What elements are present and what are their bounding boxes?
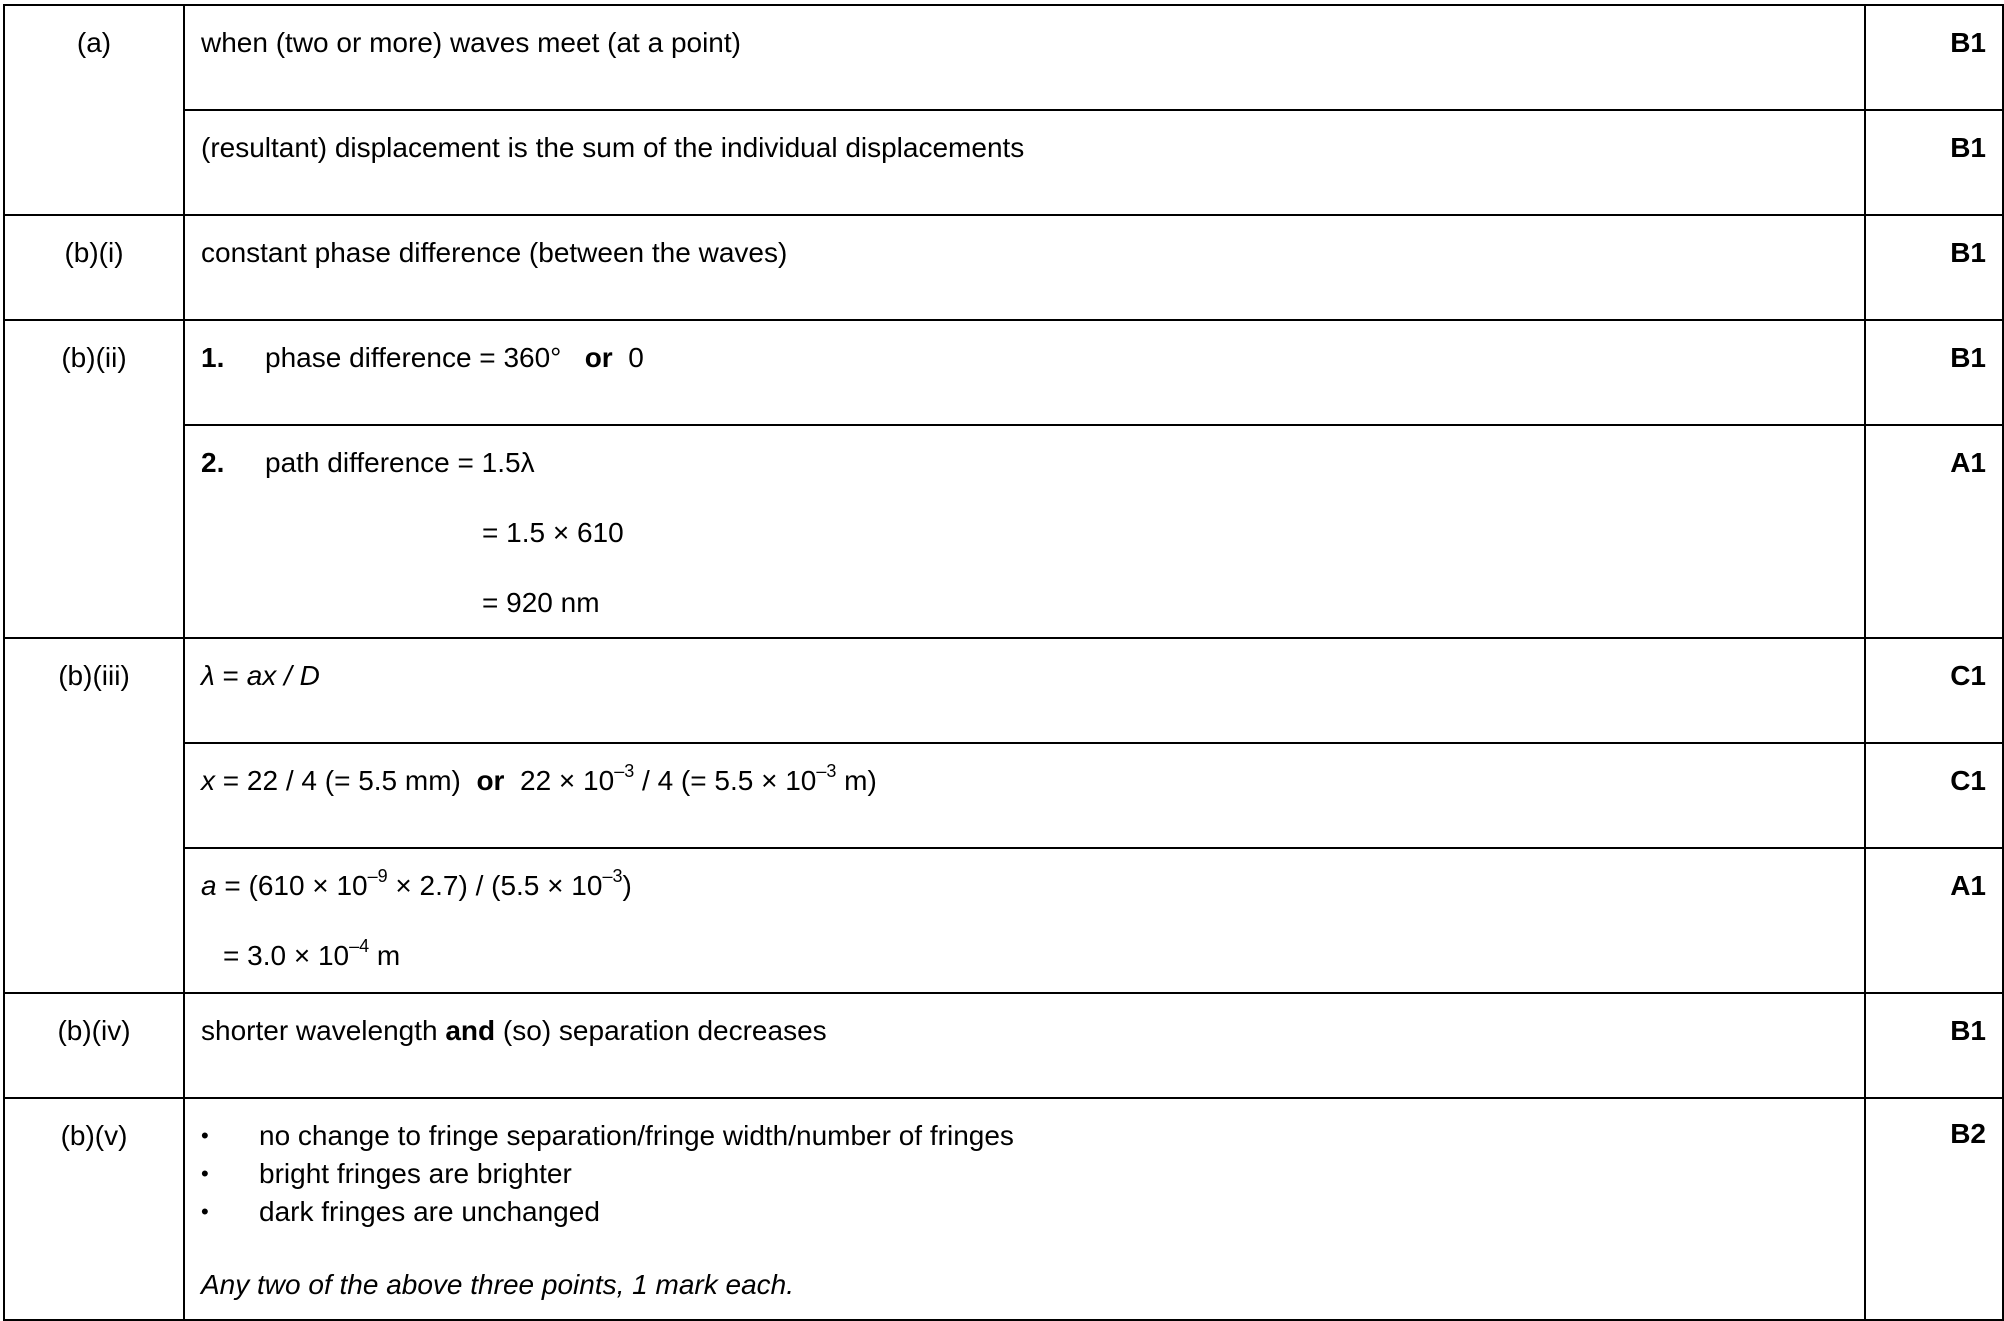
question-label: (b)(iv) (4, 993, 184, 1098)
answer-text-part: = (610 × 10 (216, 870, 368, 901)
bullet-icon: • (201, 1199, 209, 1224)
answer-text (201, 342, 644, 373)
table-row (4, 425, 2003, 638)
table-row (4, 215, 2003, 320)
answer-text-part: m) (836, 765, 877, 796)
answer-cell (184, 743, 1865, 848)
bullet-text: dark fringes are unchanged (259, 1196, 600, 1227)
exponent: –3 (602, 866, 623, 886)
answer-cell (184, 110, 1865, 215)
table-row (4, 5, 2003, 110)
answer-text-part: = 22 / 4 (= 5.5 mm) (215, 765, 461, 796)
formula-expression: ax / D (246, 660, 320, 691)
mark-cell: A1 (1865, 848, 2003, 993)
bullet-icon: • (201, 1123, 209, 1148)
answer-text-part: ) (622, 870, 632, 901)
mark-scheme-table (3, 4, 2004, 1321)
answer-cell (184, 993, 1865, 1098)
question-label: (a) (4, 5, 184, 215)
question-label: (b)(i) (4, 215, 184, 320)
mark-cell: C1 (1865, 743, 2003, 848)
answer-text (201, 761, 877, 796)
marking-note: Any two of the above three points, 1 mark each. (201, 1269, 795, 1300)
variable-x: x (201, 765, 215, 796)
question-label: (b)(ii) (4, 320, 184, 638)
answer-text-part: (so) separation decreases (495, 1015, 827, 1046)
bullet-text: bright fringes are brighter (259, 1158, 572, 1189)
answer-line: = 1.5 × 610 (482, 517, 624, 548)
mark-cell: A1 (1865, 425, 2003, 638)
answer-text (201, 1015, 827, 1046)
answer-cell (184, 1098, 1865, 1320)
answer-line (201, 446, 1864, 479)
answer-text: constant phase difference (between the waves) (201, 237, 788, 268)
answer-text-part: m (369, 940, 401, 971)
answer-line (201, 866, 1864, 902)
table-row (4, 743, 2003, 848)
answer-cell (184, 5, 1865, 110)
answer-text-part: 0 (628, 342, 644, 373)
table-row (4, 1098, 2003, 1320)
mark-cell: B1 (1865, 5, 2003, 110)
answer-text-part: / 4 (= 5.5 × 10 (634, 765, 817, 796)
mark-cell: B1 (1865, 110, 2003, 215)
bullet-item (201, 1193, 1864, 1231)
answer-line (201, 936, 1864, 972)
answer-cell (184, 638, 1865, 743)
mark-cell: B2 (1865, 1098, 2003, 1320)
exponent: –4 (349, 936, 370, 956)
or-keyword: or (476, 765, 505, 796)
mark-cell: B1 (1865, 993, 2003, 1098)
table-row (4, 848, 2003, 993)
answer-text-part: × 2.7) / (5.5 × 10 (387, 870, 603, 901)
bullet-icon: • (201, 1161, 209, 1186)
mark-cell: B1 (1865, 215, 2003, 320)
question-label: (b)(v) (4, 1098, 184, 1320)
item-number: 2. (201, 447, 225, 478)
item-number: 1. (201, 342, 225, 373)
and-keyword: and (445, 1015, 496, 1046)
answer-text-part: path difference = 1.5λ (265, 447, 535, 478)
exponent: –3 (816, 761, 837, 781)
answer-cell (184, 320, 1865, 425)
mark-cell: C1 (1865, 638, 2003, 743)
bullet-item (201, 1155, 1864, 1193)
table-row (4, 993, 2003, 1098)
answer-cell (184, 215, 1865, 320)
lambda-symbol: λ (201, 660, 215, 691)
or-keyword: or (584, 342, 613, 373)
exponent: –3 (614, 761, 635, 781)
answer-text-part: 22 × 10 (520, 765, 615, 796)
table-row (4, 110, 2003, 215)
table-row (4, 320, 2003, 425)
answer-text: when (two or more) waves meet (at a point) (201, 27, 741, 58)
bullet-item (201, 1117, 1864, 1155)
table-row (4, 638, 2003, 743)
exponent: –9 (367, 866, 388, 886)
answer-text-part: = 3.0 × 10 (223, 940, 350, 971)
equals-sign: = (214, 660, 247, 691)
question-label: (b)(iii) (4, 638, 184, 993)
answer-text (201, 660, 320, 691)
answer-text: (resultant) displacement is the sum of the individual displacements (201, 132, 1025, 163)
answer-text-part: shorter wavelength (201, 1015, 446, 1046)
bullet-text: no change to fringe separation/fringe width/number of fringes (259, 1120, 1014, 1151)
answer-text-part: phase difference = 360° (265, 342, 562, 373)
mark-cell: B1 (1865, 320, 2003, 425)
answer-line: = 920 nm (482, 587, 600, 618)
answer-cell (184, 425, 1865, 638)
variable-a: a (201, 870, 217, 901)
answer-cell (184, 848, 1865, 993)
